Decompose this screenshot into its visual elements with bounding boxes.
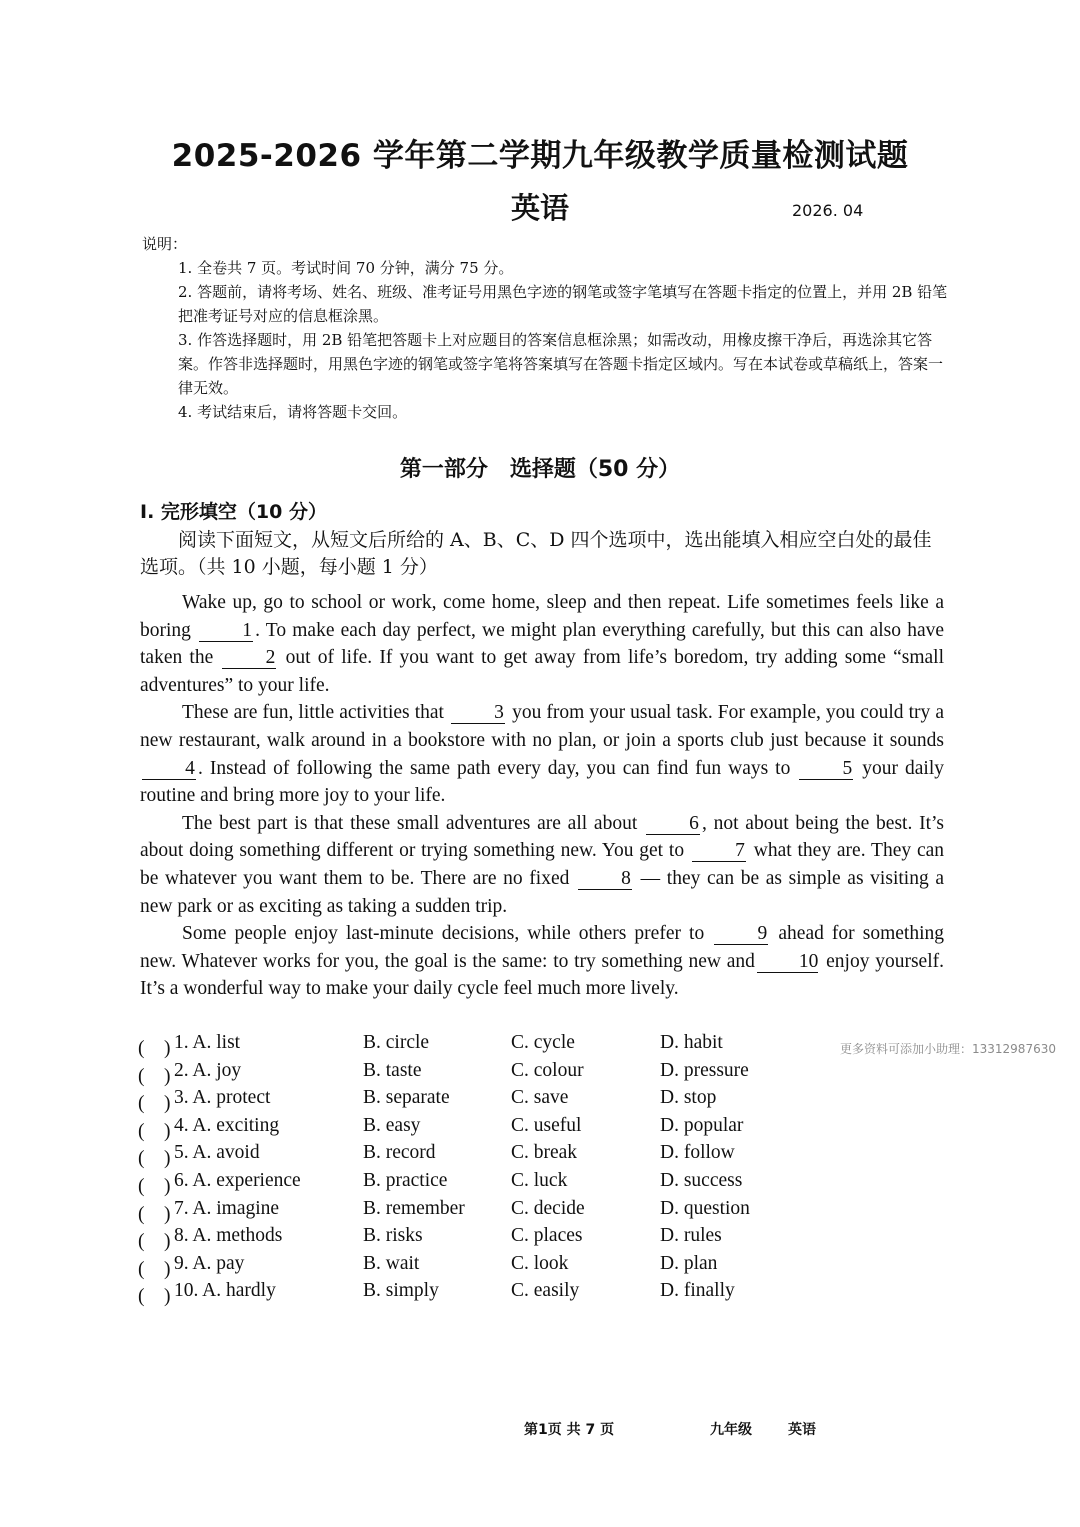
option-a: 3. A. protect bbox=[174, 1087, 271, 1109]
passage-text: The best part is that these small adventures are all about bbox=[182, 812, 644, 834]
answer-bracket: ( ) bbox=[138, 1120, 171, 1142]
option-row bbox=[138, 1280, 958, 1308]
notes-heading: 说明： bbox=[142, 235, 188, 253]
footer-subject: 英语 bbox=[788, 1422, 816, 1438]
option-row bbox=[138, 1225, 958, 1253]
option-row bbox=[138, 1115, 958, 1143]
passage-text: you from your usual task. For example, you could try a new restaurant, walk around in a bookstore with no plan, or join a sports club just because it sounds bbox=[140, 702, 945, 751]
option-a: 2. A. joy bbox=[174, 1059, 242, 1081]
option-d: D. success bbox=[660, 1169, 743, 1191]
blank-4: 4 bbox=[142, 759, 196, 780]
answer-bracket: ( ) bbox=[138, 1148, 171, 1170]
passage-paragraph bbox=[140, 920, 944, 1003]
option-a: 6. A. experience bbox=[174, 1169, 301, 1191]
passage-text: Some people enjoy last-minute decisions, while others prefer to bbox=[182, 923, 713, 945]
blank-2: 2 bbox=[222, 648, 276, 669]
passage-text: . Instead of following the same path every day, you can find fun ways to bbox=[198, 757, 798, 779]
option-c: C. places bbox=[511, 1225, 583, 1247]
option-d: D. finally bbox=[660, 1280, 735, 1302]
passage-text: , not about being the best. It’s about doing something different or trying something new. You get to bbox=[140, 812, 944, 862]
option-c: C. useful bbox=[511, 1114, 582, 1136]
footer-page-number: 第1页 共 7 页 bbox=[524, 1422, 615, 1438]
blank-7: 7 bbox=[692, 841, 746, 862]
blank-10: 10 bbox=[757, 952, 819, 973]
answer-options bbox=[138, 1032, 958, 1308]
answer-bracket: ( ) bbox=[138, 1038, 171, 1059]
option-b: B. circle bbox=[363, 1032, 430, 1053]
option-a: 1. A. list bbox=[174, 1032, 241, 1053]
answer-bracket: ( ) bbox=[138, 1175, 171, 1197]
note-item: 1. 全卷共 7 页。考试时间 70 分钟，满分 75 分。 bbox=[178, 259, 514, 277]
blank-5: 5 bbox=[799, 759, 853, 780]
option-c: C. cycle bbox=[511, 1032, 575, 1053]
option-d: D. rules bbox=[660, 1225, 722, 1247]
answer-bracket: ( ) bbox=[138, 1203, 171, 1225]
notes-list bbox=[142, 256, 948, 424]
answer-bracket: ( ) bbox=[138, 1231, 171, 1253]
cloze-passage bbox=[140, 589, 944, 1003]
option-row bbox=[138, 1170, 958, 1198]
blank-8: 8 bbox=[578, 869, 632, 890]
footer-grade: 九年级 bbox=[710, 1422, 752, 1438]
option-b: B. easy bbox=[363, 1114, 421, 1136]
option-c: C. decide bbox=[511, 1197, 585, 1219]
option-a: 9. A. pay bbox=[174, 1252, 245, 1274]
passage-text: what they are. They can be whatever you want them to be. There are no fixed bbox=[140, 840, 945, 889]
part-heading: 第一部分 选择题（50 分） bbox=[399, 457, 681, 482]
blank-3: 3 bbox=[451, 703, 505, 724]
blank-1: 1 bbox=[199, 621, 253, 642]
note-item: 2. 答题前，请将考场、姓名、班级、准考证号用黑色字迹的钢笔或签字笔填写在答题卡指定的位置上，并用 2B 铅笔把准考证号对应的信息框涂黑。 bbox=[178, 283, 948, 325]
option-row bbox=[138, 1142, 958, 1170]
option-row bbox=[138, 1032, 958, 1060]
passage-text: Wake up, go to school or work, come home, sleep and then repeat. Life sometimes feels like a boring bbox=[140, 592, 944, 641]
passage-paragraph bbox=[140, 810, 944, 920]
answer-bracket: ( ) bbox=[138, 1286, 171, 1308]
section-heading: I. 完形填空（10 分） bbox=[140, 501, 327, 523]
passage-text: — they can be as simple as visiting a new park or as exciting as taking a sudden trip. bbox=[140, 867, 944, 917]
option-b: B. simply bbox=[363, 1280, 439, 1302]
option-a: 7. A. imagine bbox=[174, 1197, 280, 1219]
exam-subject: 英语 bbox=[510, 191, 569, 225]
passage-text: ahead for something new. Whatever works for you, the goal is the same: to try something new and bbox=[140, 923, 945, 972]
note-item: 3. 作答选择题时，用 2B 铅笔把答题卡上对应题目的答案信息框涂黑；如需改动，用橡皮擦干净后，再选涂其它答案。作答非选择题时，用黑色字迹的钢笔或签字笔将答案填写在答题卡指定区域内。写在本试卷或草稿纸上，答案一律无效。 bbox=[178, 331, 944, 397]
option-row bbox=[138, 1060, 958, 1088]
option-c: C. save bbox=[511, 1087, 569, 1109]
option-a: 4. A. exciting bbox=[174, 1114, 280, 1136]
option-row bbox=[138, 1198, 958, 1226]
option-d: D. habit bbox=[660, 1032, 723, 1053]
note-item: 4. 考试结束后，请将答题卡交回。 bbox=[178, 403, 408, 421]
watermark-text: 更多资料可添加小助理：13312987630 bbox=[840, 1042, 1056, 1056]
answer-bracket: ( ) bbox=[138, 1093, 171, 1115]
option-b: B. separate bbox=[363, 1087, 450, 1109]
option-d: D. popular bbox=[660, 1114, 744, 1136]
option-d: D. stop bbox=[660, 1087, 717, 1109]
option-c: C. look bbox=[511, 1252, 569, 1274]
option-c: C. colour bbox=[511, 1059, 584, 1081]
option-b: B. record bbox=[363, 1142, 436, 1164]
option-d: D. pressure bbox=[660, 1059, 749, 1081]
blank-6: 6 bbox=[646, 814, 700, 835]
option-d: D. follow bbox=[660, 1142, 735, 1164]
option-b: B. practice bbox=[363, 1169, 448, 1191]
option-c: C. break bbox=[511, 1142, 578, 1164]
answer-bracket: ( ) bbox=[138, 1065, 171, 1087]
option-a: 8. A. methods bbox=[174, 1225, 283, 1247]
passage-text: enjoy yourself. It’s a wonderful way to make your daily cycle feel much more lively. bbox=[140, 950, 944, 1000]
option-row bbox=[138, 1253, 958, 1281]
blank-9: 9 bbox=[714, 924, 768, 945]
option-b: B. risks bbox=[363, 1225, 423, 1247]
passage-text: your daily routine and bring more joy to your life. bbox=[140, 757, 945, 807]
passage-text: out of life. If you want to get away from life’s boredom, try adding some “small adventures” to your life. bbox=[140, 647, 944, 696]
passage-text: These are fun, little activities that bbox=[182, 702, 450, 724]
passage-paragraph bbox=[140, 699, 944, 809]
exam-date: 2026. 04 bbox=[792, 201, 864, 220]
section-instructions: 阅读下面短文，从短文后所给的 A、B、C、D 四个选项中，选出能填入相应空白处的最佳选项。（共 10 小题，每小题 1 分） bbox=[140, 529, 932, 578]
option-b: B. wait bbox=[363, 1252, 420, 1274]
option-a: 5. A. avoid bbox=[174, 1142, 260, 1164]
option-a: 10. A. hardly bbox=[174, 1280, 276, 1302]
option-row bbox=[138, 1087, 958, 1115]
option-b: B. remember bbox=[363, 1197, 465, 1219]
exam-title: 2025-2026 学年第二学期九年级教学质量检测试题 bbox=[171, 138, 909, 174]
option-b: B. taste bbox=[363, 1059, 422, 1081]
passage-text: . To make each day perfect, we might plan everything carefully, but this can also have taken the bbox=[140, 619, 945, 669]
option-d: D. question bbox=[660, 1197, 750, 1219]
answer-bracket: ( ) bbox=[138, 1258, 171, 1280]
option-d: D. plan bbox=[660, 1252, 718, 1274]
passage-paragraph bbox=[140, 589, 944, 699]
option-c: C. luck bbox=[511, 1169, 568, 1191]
option-c: C. easily bbox=[511, 1280, 580, 1302]
